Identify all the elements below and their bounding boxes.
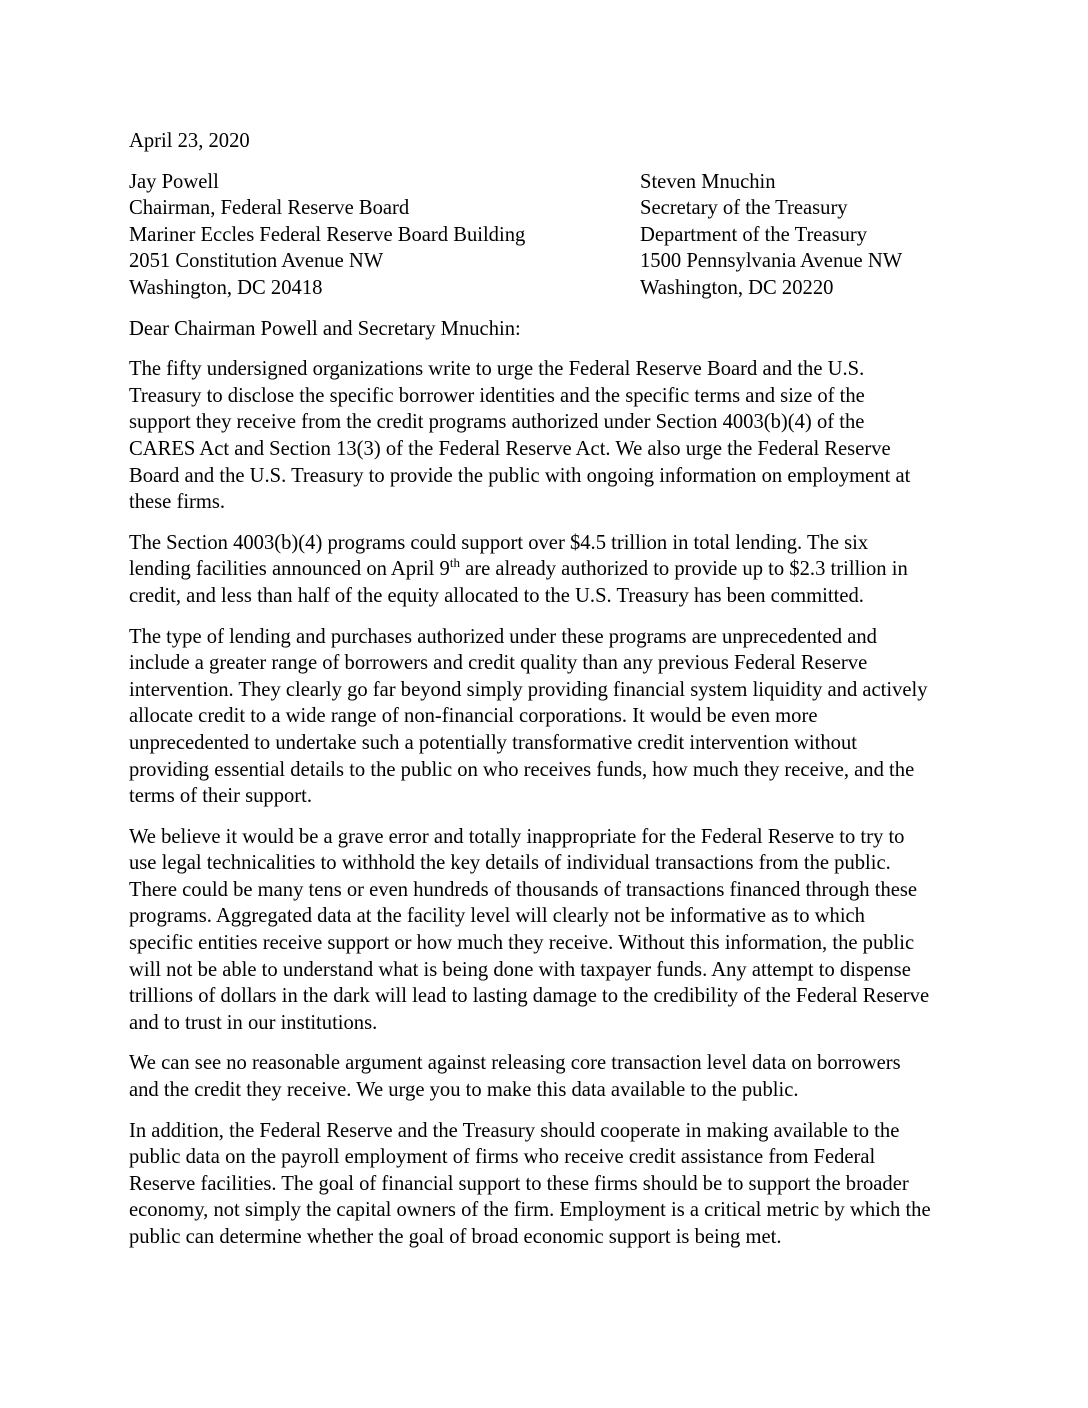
paragraph-program-size <box>129 530 969 610</box>
recipient-name: Steven Mnuchin <box>640 170 776 193</box>
text-line: programs. Aggregated data at the facility level will clearly not be informative as to which <box>129 905 865 928</box>
text-line <box>129 556 969 583</box>
ordinal-superscript: th <box>449 555 460 571</box>
paragraph-transparency-argument <box>129 824 969 1037</box>
text-line: There could be many tens or even hundreds of thousands of transactions financed through these <box>129 878 918 901</box>
letter-body <box>129 128 969 1265</box>
text-line: and to trust in our institutions. <box>129 1011 378 1034</box>
recipient-department: Department of the Treasury <box>640 223 868 246</box>
paragraph-employment-data <box>129 1118 969 1251</box>
letter-date: April 23, 2020 <box>129 130 250 152</box>
recipient-street: 2051 Constitution Avenue NW <box>129 250 384 273</box>
text-fragment: lending facilities announced on April 9 <box>129 558 450 581</box>
recipient-title: Chairman, Federal Reserve Board <box>129 197 410 220</box>
paragraph-release-data <box>129 1050 969 1103</box>
paragraph-unprecedented-lending <box>129 624 969 810</box>
recipient-address-powell <box>129 169 525 302</box>
text-line: In addition, the Federal Reserve and the Treasury should cooperate in making available to the <box>129 1119 900 1142</box>
recipient-title: Secretary of the Treasury <box>640 197 848 220</box>
recipient-building: Mariner Eccles Federal Reserve Board Building <box>129 223 526 246</box>
text-line: use legal technicalities to withhold the key details of individual transactions from the public. <box>129 852 891 875</box>
text-line: terms of their support. <box>129 785 313 808</box>
text-line: economy, not simply the capital owners of the firm. Employment is a critical metric by which the <box>129 1199 931 1222</box>
text-line: unprecedented to undertake such a potentially transformative credit intervention without <box>129 731 857 754</box>
text-line: support they receive from the credit programs authorized under Section 4003(b)(4) of the <box>129 411 865 434</box>
text-line: public can determine whether the goal of broad economic support is being met. <box>129 1226 782 1248</box>
recipient-city: Washington, DC 20418 <box>129 276 323 299</box>
recipient-name: Jay Powell <box>129 170 219 193</box>
text-line: will not be able to understand what is being done with taxpayer funds. Any attempt to dispense <box>129 958 911 981</box>
salutation: Dear Chairman Powell and Secretary Mnuchin: <box>129 317 521 340</box>
text-line: Board and the U.S. Treasury to provide the public with ongoing information on employment at <box>129 464 911 487</box>
text-line: Treasury to disclose the specific borrower identities and the specific terms and size of the <box>129 384 865 407</box>
text-line: The fifty undersigned organizations write to urge the Federal Reserve Board and the U.S. <box>129 358 865 381</box>
text-line: providing essential details to the public on who receives funds, how much they receive, and the <box>129 758 915 781</box>
text-line: The Section 4003(b)(4) programs could support over $4.5 trillion in total lending. The six <box>129 531 869 554</box>
recipient-street: 1500 Pennsylvania Avenue NW <box>640 250 903 273</box>
text-line: these firms. <box>129 491 226 514</box>
text-line: We can see no reasonable argument against releasing core transaction level data on borrowers <box>129 1052 901 1075</box>
text-line: CARES Act and Section 13(3) of the Federal Reserve Act. We also urge the Federal Reserve <box>129 437 891 460</box>
text-line: Reserve facilities. The goal of financial support to these firms should be to support the broader <box>129 1172 909 1195</box>
text-line: credit, and less than half of the equity allocated to the U.S. Treasury has been committed. <box>129 584 864 607</box>
text-line: The type of lending and purchases authorized under these programs are unprecedented and <box>129 625 877 648</box>
recipient-address-mnuchin <box>640 169 902 302</box>
text-line: and the credit they receive. We urge you to make this data available to the public. <box>129 1079 799 1102</box>
text-line: We believe it would be a grave error and totally inappropriate for the Federal Reserve to try to <box>129 825 905 848</box>
text-fragment: are already authorized to provide up to $2.3 trillion in <box>459 558 908 581</box>
text-line: include a greater range of borrowers and credit quality than any previous Federal Reserve <box>129 652 868 675</box>
text-line: intervention. They clearly go far beyond simply providing financial system liquidity and actively <box>129 678 928 701</box>
text-line: allocate credit to a wide range of non-financial corporations. It would be even more <box>129 705 818 728</box>
address-block <box>129 169 969 302</box>
text-line: specific entities receive support or how much they receive. Without this information, the public <box>129 932 915 955</box>
text-line: public data on the payroll employment of firms who receive credit assistance from Federal <box>129 1146 876 1169</box>
paragraph-disclosure-request <box>129 356 969 516</box>
text-line: trillions of dollars in the dark will lead to lasting damage to the credibility of the Federal Reserve <box>129 985 930 1008</box>
recipient-city: Washington, DC 20220 <box>640 276 834 299</box>
